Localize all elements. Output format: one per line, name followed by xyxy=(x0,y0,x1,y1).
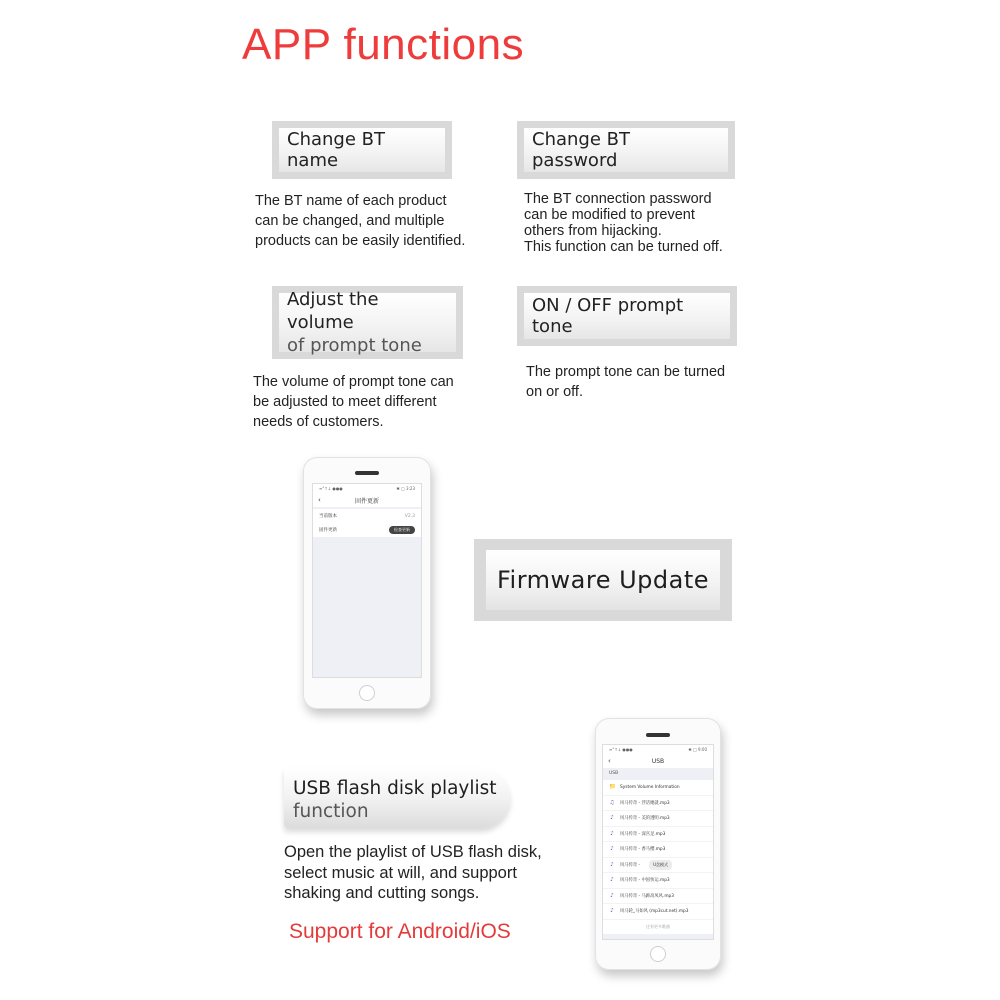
adjust-volume-description xyxy=(253,372,454,432)
music-note-icon: ♪ xyxy=(610,877,614,884)
status-icons: ≡°↑↓ ●●● xyxy=(609,747,633,752)
usb-playlist-button[interactable] xyxy=(284,768,510,828)
home-button xyxy=(359,685,375,701)
list-item[interactable] xyxy=(603,904,713,920)
label-line: of prompt tone xyxy=(287,335,422,356)
music-note-icon: ♫ xyxy=(609,799,615,806)
firmware-update-button[interactable] xyxy=(474,539,732,621)
page-title: APP functions xyxy=(242,20,525,69)
music-note-icon: ♪ xyxy=(610,846,614,853)
prompt-tone-toggle-button[interactable] xyxy=(517,286,737,346)
status-time: ✱ □ 9:00 xyxy=(688,747,707,752)
chevron-left-icon[interactable]: ‹ xyxy=(318,496,321,504)
phone-screen xyxy=(312,483,422,678)
toast-message: U盘模式 xyxy=(649,860,672,870)
status-bar xyxy=(603,745,713,754)
settings-row-firmware-update xyxy=(313,523,421,537)
music-note-icon: ♪ xyxy=(610,815,614,822)
phone-screen xyxy=(602,744,714,940)
firmware-update-label: Firmware Update xyxy=(486,550,720,610)
change-bt-name-button[interactable] xyxy=(272,121,452,179)
home-button xyxy=(650,946,666,962)
status-time: ✱ □ 3:23 xyxy=(396,486,415,491)
music-note-icon: ♪ xyxy=(610,830,614,837)
list-item[interactable] xyxy=(603,889,713,905)
description-line: needs of customers. xyxy=(253,414,384,430)
list-item[interactable] xyxy=(603,780,713,796)
nav-title: 固件更新 xyxy=(354,497,379,505)
firmware-phone-mockup xyxy=(303,457,431,709)
item-name: 风马传奇 - 深宫足.mp3 xyxy=(620,831,666,837)
description-line: The volume of prompt tone can xyxy=(253,374,454,390)
item-name: 风马传奇 - 美的透明.mp3 xyxy=(620,816,670,822)
change-bt-password-label: Change BT password xyxy=(524,128,728,172)
label-line: USB flash disk playlist xyxy=(293,778,497,799)
list-item[interactable] xyxy=(603,842,713,858)
row-label: 当前版本 xyxy=(319,514,337,519)
chevron-left-icon[interactable]: ‹ xyxy=(608,757,611,765)
usb-playlist-description xyxy=(284,842,542,904)
description-line: select music at will, and support xyxy=(284,863,517,882)
prompt-tone-toggle-label: ON / OFF prompt tone xyxy=(524,293,730,339)
description-line: The prompt tone can be turned xyxy=(526,364,726,380)
adjust-volume-button[interactable] xyxy=(272,286,463,359)
item-name: 风马轮_马如风 (mp3cut.net).mp3 xyxy=(620,909,689,915)
nav-title: USB xyxy=(651,757,665,765)
change-bt-password-description xyxy=(524,191,723,255)
folder-icon: 📁 xyxy=(609,784,616,791)
description-line: The BT connection password xyxy=(524,191,712,207)
phone-speaker xyxy=(355,471,379,475)
description-line: The BT name of each product xyxy=(255,193,447,209)
description-line: products can be easily identified. xyxy=(255,233,466,249)
check-update-button[interactable]: 检查更新 xyxy=(389,526,415,534)
description-line: Open the playlist of USB flash disk, xyxy=(284,843,542,861)
phone-speaker xyxy=(646,733,670,737)
description-line: can be changed, and multiple xyxy=(255,213,445,229)
prompt-tone-toggle-description xyxy=(526,362,725,402)
item-name: 风马传奇 - 香马樱.mp3 xyxy=(620,847,666,853)
item-name: 风马传奇 - xyxy=(620,862,641,868)
list-item[interactable] xyxy=(603,858,713,874)
usb-phone-mockup xyxy=(595,718,721,970)
change-bt-name-label: Change BT name xyxy=(279,128,445,172)
load-more-footer[interactable]: 还有更多歌曲 xyxy=(603,920,713,934)
adjust-volume-label xyxy=(279,289,456,356)
music-note-icon: ♪ xyxy=(610,908,614,915)
platform-support-text: Support for Android/iOS xyxy=(289,920,511,943)
status-icons: ≡°↑↓ ●●● xyxy=(319,486,343,491)
nav-bar xyxy=(603,754,713,768)
item-name: 风马传奇 - 马蹄高凤风.mp3 xyxy=(620,893,674,899)
description-line: be adjusted to meet different xyxy=(253,394,437,410)
settings-row-version xyxy=(313,509,421,523)
list-item[interactable] xyxy=(603,811,713,827)
item-name: 风马传奇 - 中国快运.mp3 xyxy=(620,878,670,884)
list-item[interactable] xyxy=(603,827,713,843)
music-note-icon: ♪ xyxy=(610,892,614,899)
list-item[interactable] xyxy=(603,796,713,812)
row-label: 固件更新 xyxy=(319,528,337,533)
item-name: 风马传奇 - 浮话她就.mp3 xyxy=(620,800,670,806)
row-value: V2.3 xyxy=(404,513,415,519)
description-line: can be modified to prevent xyxy=(524,207,695,223)
description-line: shaking and cutting songs. xyxy=(284,884,480,902)
description-line: others from hijacking. xyxy=(524,223,662,239)
description-line: on or off. xyxy=(526,384,583,400)
change-bt-password-button[interactable] xyxy=(517,121,735,179)
description-line: This function can be turned off. xyxy=(524,239,723,255)
change-bt-name-description xyxy=(255,191,465,251)
section-header: USB xyxy=(609,771,619,776)
list-item[interactable] xyxy=(603,873,713,889)
music-note-icon: ♪ xyxy=(610,861,614,868)
item-name: System Volume Information xyxy=(620,784,680,790)
status-bar xyxy=(313,484,421,493)
nav-bar xyxy=(313,493,421,507)
label-line: Adjust the volume xyxy=(287,289,379,333)
label-line: function xyxy=(293,801,369,822)
